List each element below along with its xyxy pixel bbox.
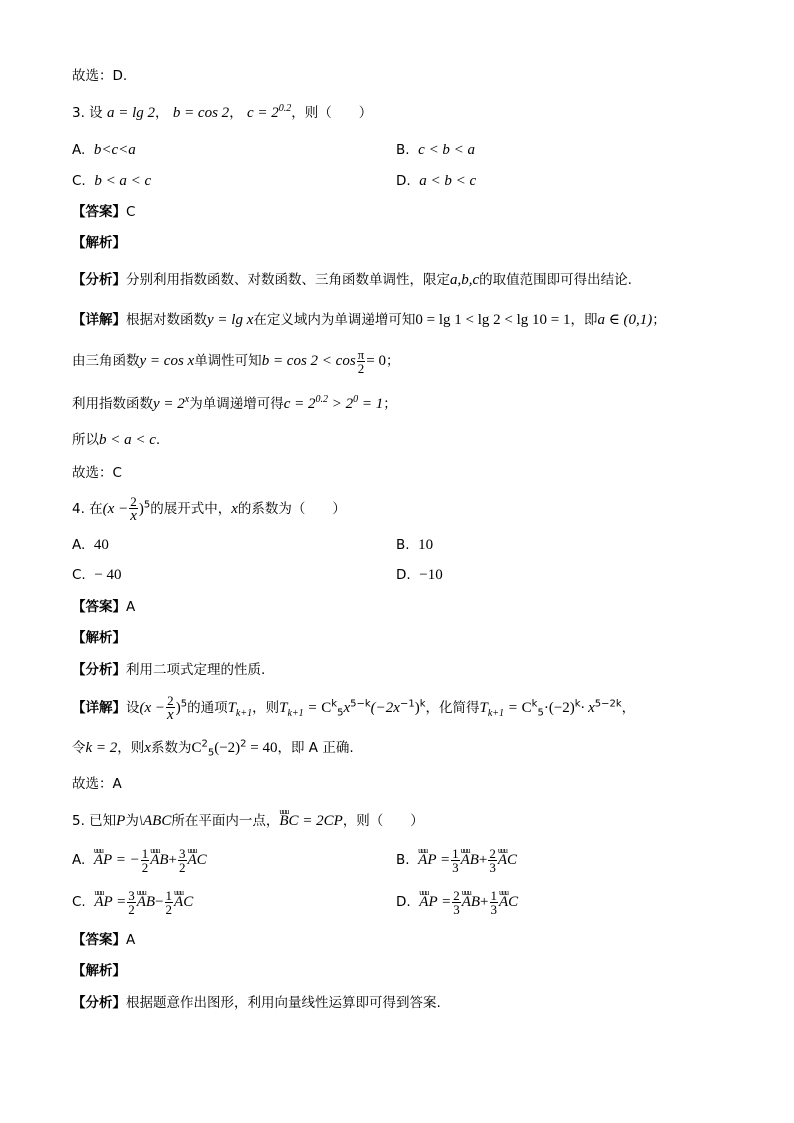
q4-option-d: D. −10	[396, 567, 443, 583]
q5-fenxi: 【分析】根据题意作出图形，利用向量线性运算即可得到答案.	[72, 995, 441, 1011]
q4-option-a: A. 40	[72, 537, 109, 553]
q5-option-c: C. uuu AP = $\frac{3}{2}$ uuu AB− $\frac{1}{2}$ uuu AC	[72, 885, 193, 919]
q5-answer: 【答案】A	[72, 932, 136, 948]
q4-answer: 【答案】A	[72, 599, 136, 615]
q5-option-a: A. uuu AP = − $\frac{1}{2}$ uuu AB+ $\frac{3}{2}$ uuu AC	[72, 843, 207, 877]
question-5-stem: 5. 已知P为\ABC所在平面内一点，uuu BC = 2CP，则（ ）	[72, 811, 424, 831]
question-3-stem: 3. 设 a = lg 2， b = cos 2， $c = 2^{0.2}$，则（ ）	[72, 103, 373, 121]
q4-analysis-label: 【解析】	[72, 630, 126, 646]
q5-option-b: B. uuu AP = $\frac{1}{3}$ uuu AB+ $\frac{2}{3}$ uuu AC	[396, 843, 517, 877]
q4-fenxi: 【分析】利用二项式定理的性质.	[72, 662, 266, 678]
q3-answer: 【答案】C	[72, 204, 136, 220]
q5-option-d: D. uuu AP = $\frac{2}{3}$ uuu AB+ $\frac{1}{3}$ uuu AC	[396, 885, 518, 919]
q3-detail-2: 由三角函数y = cos x单调性可知b = cos 2 < cos $\frac{\pi}{2}$ = 0；	[72, 346, 400, 376]
q3-analysis-label: 【解析】	[72, 235, 126, 251]
q3-detail-4: 所以b < a < c.	[72, 432, 161, 448]
q3-option-a: A. b<c<a	[72, 142, 136, 158]
q4-option-b: B. 10	[396, 537, 434, 553]
q3-a-def: a = lg 2	[106, 105, 156, 121]
q3-fenxi: 【分析】分别利用指数函数、对数函数、三角函数单调性，限定a,b,c的取值范围即可得出结论.	[72, 272, 632, 288]
question-4-stem: 4. 在(x − $\frac{2}{x}$ )$^5$的展开式中，x的系数为（ ）	[72, 493, 346, 524]
q3-number: 3. 设	[72, 105, 103, 121]
q3-guxuan: 故选：C	[72, 465, 122, 481]
q3-c-def: $c = 2^{0.2}$	[246, 103, 292, 121]
q3-detail-3: 利用指数函数$y = 2^x$为单调递增可得$c = 2^{0.2} > 2^0 = 1$；	[72, 394, 397, 412]
q3-option-d: D. a < b < c	[396, 173, 477, 189]
q3-detail-1: 【详解】根据对数函数y = lg x在定义域内为单调递增可知0 = lg 1 < lg 2 < lg 10 = 1，即a ∈ (0,1)；	[72, 312, 666, 328]
q5-analysis-label: 【解析】	[72, 963, 126, 979]
prev-answer-line: 故选：D.	[72, 68, 128, 84]
pi-over-2-fraction: $\frac{\pi}{2}$	[357, 346, 365, 376]
q3-option-b: B. c < b < a	[396, 142, 476, 158]
q4-detail-1: 【详解】设(x − $\frac{2}{x}$ )$^5$的通项$T_{k+1}$，则$T_{k+1} = C^k_5x^{5-k}(-2x^{-1})^k$，化简得$T_{k+1} = C^k_5\cdot(-2)^k\cdot x^{5-2k}$，	[72, 692, 636, 723]
q3-option-c: C. b < a < c	[72, 173, 152, 189]
q4-guxuan: 故选：A	[72, 776, 122, 792]
q3-b-def: b = cos 2	[172, 105, 230, 121]
q4-detail-2: 令k = 2，则x系数为$C^2_5(-2)^2 = 40$，即 A 正确.	[72, 738, 354, 759]
q4-option-c: C. − 40	[72, 567, 122, 583]
